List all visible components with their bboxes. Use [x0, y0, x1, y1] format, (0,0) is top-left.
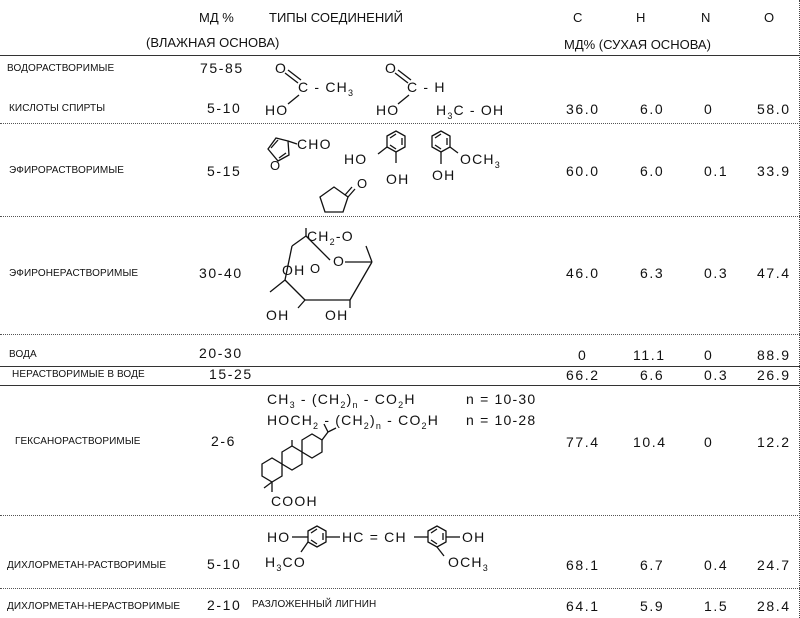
formic-acid-chain: C - H [407, 79, 446, 95]
category-label: ДИХЛОРМЕТАН-НЕРАСТВОРИМЫЕ [7, 601, 181, 612]
fatty-acid-formula: $CH_3 - (CH_2)_n - CO_2H$ [267, 391, 416, 410]
furfural-cho: CHO [297, 136, 332, 152]
c-value: 68.1 [566, 557, 600, 573]
md-value: 5-10 [207, 556, 242, 572]
header-compound-types: ТИПЫ СОЕДИНЕНИЙ [269, 10, 403, 25]
c-value: 66.2 [566, 367, 600, 383]
n-value: 0.1 [704, 163, 729, 179]
compound-name: РАЗЛОЖЕННЫЙ ЛИГНИН [252, 599, 377, 610]
md-value: 15-25 [209, 366, 253, 382]
n-value: 0 [704, 434, 714, 450]
n-value: 0.4 [704, 557, 729, 573]
header-col-n: N [701, 10, 711, 25]
md-value: 20-30 [199, 345, 243, 361]
header-col-h: H [636, 10, 646, 25]
c-value: 0 [578, 347, 588, 363]
category-label: ГЕКСАНОРАСТВОРИМЫЕ [15, 436, 141, 447]
catechol-ho: HO [344, 151, 368, 167]
h-value: 6.7 [640, 557, 665, 573]
o-value: 28.4 [757, 598, 791, 614]
o-value: 88.9 [757, 347, 791, 363]
o-value: 26.9 [757, 367, 791, 383]
md-value: 30-40 [199, 265, 243, 281]
header-md-percent: МД % [199, 10, 234, 25]
levoglucosan-oh-bottom1: OH [266, 307, 290, 323]
h-value: 11.1 [633, 347, 666, 363]
category-label: ВОДА [9, 349, 37, 360]
stilbene-och3: $OCH_3$ [448, 554, 489, 573]
c-value: 64.1 [566, 598, 600, 614]
levoglucosan-oh-left: OH [282, 262, 306, 278]
category-label: ВОДОРАСТВОРИМЫЕ [7, 63, 115, 74]
h-value: 5.9 [640, 598, 665, 614]
guaiacol-och3: $OCH_3$ [460, 151, 501, 170]
c-value: 36.0 [566, 101, 600, 117]
stilbene-oh-right: OH [462, 529, 486, 545]
category-label: КИСЛОТЫ СПИРТЫ [9, 103, 106, 114]
c-value: 46.0 [566, 265, 600, 281]
o-value: 24.7 [757, 557, 791, 573]
n-value: 0 [704, 347, 714, 363]
header-col-c: C [573, 10, 583, 25]
md-value: 5-10 [207, 100, 242, 116]
h-value: 6.3 [640, 265, 665, 281]
levoglucosan-ring-o: O [333, 253, 346, 269]
h-value: 6.0 [640, 101, 665, 117]
n-value: 0.3 [704, 367, 729, 383]
fatty-acid-range: n = 10-30 [466, 391, 537, 407]
stilbene-h3co: $H_3CO$ [265, 554, 306, 573]
hydroxy-acid-range: n = 10-28 [466, 412, 537, 428]
acetic-acid-o: O [275, 60, 288, 76]
catechol-oh: OH [386, 171, 410, 187]
h-value: 6.6 [640, 367, 665, 383]
n-value: 0.3 [704, 265, 729, 281]
levoglucosan-ring-o2: O [310, 261, 321, 276]
stilbene-bridge: HC = CH [342, 529, 407, 545]
levoglucosan-ch2o: $CH_2-O$ [307, 228, 354, 247]
o-value: 47.4 [757, 265, 791, 281]
category-label: НЕРАСТВОРИМЫЕ В ВОДЕ [12, 369, 145, 380]
header-col-o: O [764, 10, 775, 25]
header-wet-basis: (ВЛАЖНАЯ ОСНОВА) [146, 35, 280, 50]
methanol-formula: $H_3C$ - OH [436, 102, 505, 121]
hydroxy-acid-formula: $HOCH_2 - (CH_2)_n - CO_2H$ [267, 412, 440, 431]
o-value: 33.9 [757, 163, 791, 179]
category-label: ЭФИРОНЕРАСТВОРИМЫЕ [9, 268, 139, 279]
header-dry-basis: МД% (СУХАЯ ОСНОВА) [564, 37, 711, 52]
stilbene-ho-left: HO [267, 529, 291, 545]
md-value: 5-15 [207, 163, 242, 179]
md-value: 75-85 [200, 60, 244, 76]
category-label: ЭФИРОРАСТВОРИМЫЕ [9, 165, 125, 176]
resin-acid-cooh: COOH [271, 493, 318, 509]
h-value: 6.0 [640, 163, 665, 179]
o-value: 58.0 [757, 101, 791, 117]
formic-acid-o: O [385, 60, 398, 76]
category-label: ДИХЛОРМЕТАН-РАСТВОРИМЫЕ [7, 560, 167, 571]
levoglucosan-oh-bottom2: OH [325, 307, 349, 323]
acetic-acid-chain: C - $CH_3$ [298, 79, 355, 98]
n-value: 0 [704, 101, 714, 117]
n-value: 1.5 [704, 598, 729, 614]
guaiacol-oh: OH [432, 167, 456, 183]
h-value: 10.4 [633, 434, 667, 450]
formic-acid-ho: HO [376, 102, 400, 118]
c-value: 77.4 [566, 434, 600, 450]
acetic-acid-ho: HO [265, 102, 289, 118]
md-value: 2-6 [211, 433, 237, 449]
cyclopentanone-o: O [357, 176, 368, 191]
md-value: 2-10 [207, 597, 242, 613]
o-value: 12.2 [757, 434, 791, 450]
furfural-o: O [270, 158, 281, 173]
c-value: 60.0 [566, 163, 600, 179]
